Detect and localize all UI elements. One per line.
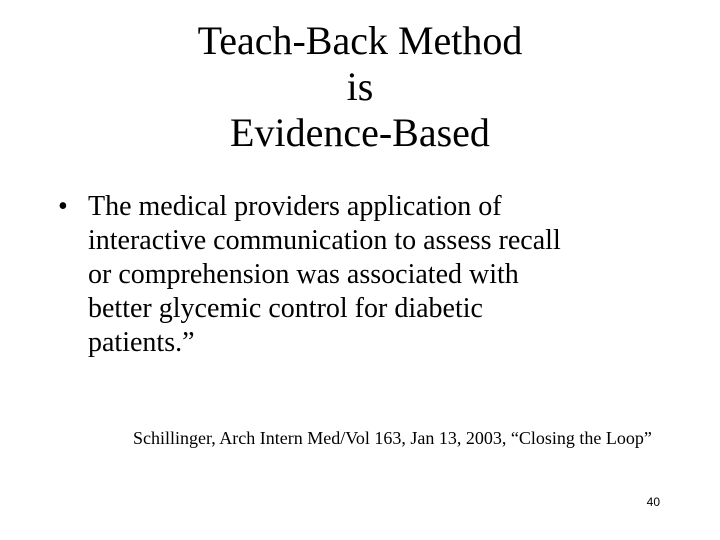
- bullet-line-1: The medical providers application of: [88, 191, 502, 222]
- bullet-item: [55, 190, 675, 360]
- title-line-1: Teach-Back Method: [197, 18, 523, 63]
- title-line-2: is: [346, 64, 374, 109]
- bullet-line-3: or comprehension was associated with: [88, 259, 519, 290]
- slide-title: [60, 18, 660, 156]
- page-number: 40: [646, 495, 660, 509]
- title-line-3: Evidence-Based: [230, 110, 490, 155]
- bullet-line-2: interactive communication to assess recall: [88, 225, 561, 256]
- bullet-icon: •: [58, 191, 68, 222]
- slide-body: [55, 190, 675, 360]
- bullet-line-4: better glycemic control for diabetic: [88, 293, 483, 324]
- bullet-line-5: patients.”: [88, 327, 195, 358]
- citation: Schillinger, Arch Intern Med/Vol 163, Jan 13, 2003, “Closing the Loop”: [133, 428, 652, 448]
